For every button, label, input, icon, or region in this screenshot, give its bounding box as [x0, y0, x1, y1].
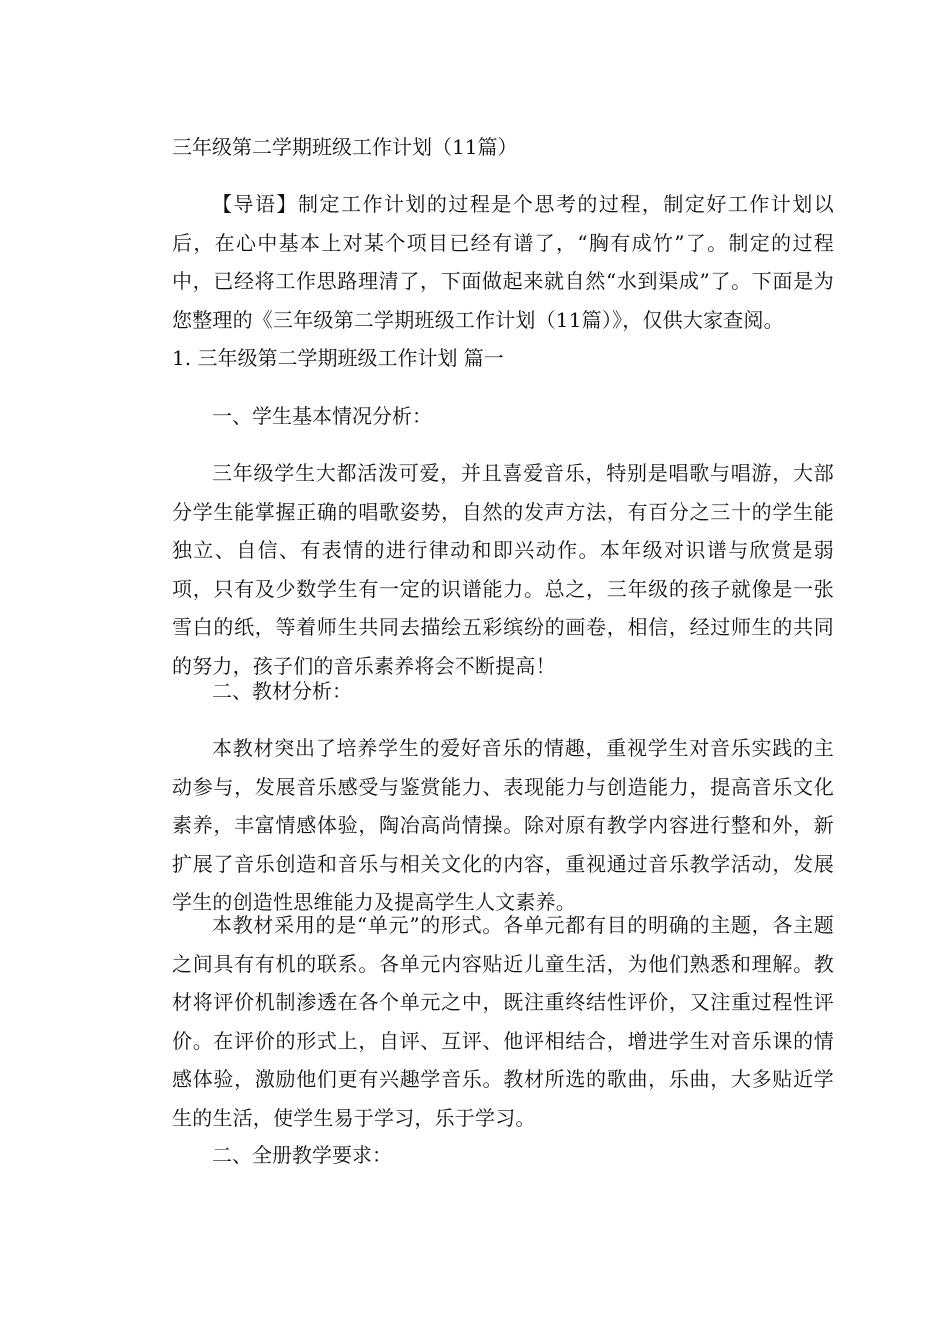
heading-student-analysis: 一、学生基本情况分析： [212, 404, 432, 428]
document-title: 三年级第二学期班级工作计划（11篇） [172, 135, 518, 159]
paragraph-textbook-units: 本教材采用的是“单元”的形式。各单元都有目的明确的主题，各主题之间具有有机的联系。各单元内容贴近儿童生活，为他们熟悉和理解。教材将评价机制渗透在各个单元之中，既注重终结性评价，又注重过程性评价。在评价的形式上，自评、互评、他评相结合，增进学生对音乐课的情感体验，激励他们更有兴趣学音乐。教材所选的歌曲，乐曲，大多贴近学生的生活，使学生易于学习，乐于学习。 [172, 913, 834, 1130]
section-title: 1. 三年级第二学期班级工作计划 篇一 [172, 346, 504, 370]
paragraph-textbook-analysis: 本教材突出了培养学生的爱好音乐的情趣，重视学生对音乐实践的主动参与，发展音乐感受与鉴赏能力、表现能力与创造能力，提高音乐文化素养，丰富情感体验，陶冶高尚情操。除对原有教学内容进行整和外，新扩展了音乐创造和音乐与相关文化的内容，重视通过音乐教学活动，发展学生的创造性思维能力及提高学生人文素养。 [172, 736, 834, 914]
intro-paragraph: 【导语】制定工作计划的过程是个思考的过程，制定好工作计划以后，在心中基本上对某个项目已经有谱了，“胸有成竹”了。制定的过程中，已经将工作思路理清了，下面做起来就自然“水到渠成”了。下面是为您整理的《三年级第二学期班级工作计划（11篇）》，仅供大家查阅。 [172, 192, 834, 332]
heading-teaching-requirements: 二、全册教学要求： [212, 1143, 392, 1167]
paragraph-student-analysis: 三年级学生大都活泼可爱，并且喜爱音乐，特别是唱歌与唱游，大部分学生能掌握正确的唱歌姿势，自然的发声方法，有百分之三十的学生能独立、自信、有表情的进行律动和即兴动作。本年级对识谱与欣赏是弱项，只有及少数学生有一定的识谱能力。总之，三年级的孩子就像是一张雪白的纸，等着师生共同去描绘五彩缤纷的画卷，相信，经过师生的共同的努力，孩子们的音乐素养将会不断提高！ [172, 461, 834, 678]
heading-textbook-analysis: 二、教材分析： [212, 679, 352, 703]
